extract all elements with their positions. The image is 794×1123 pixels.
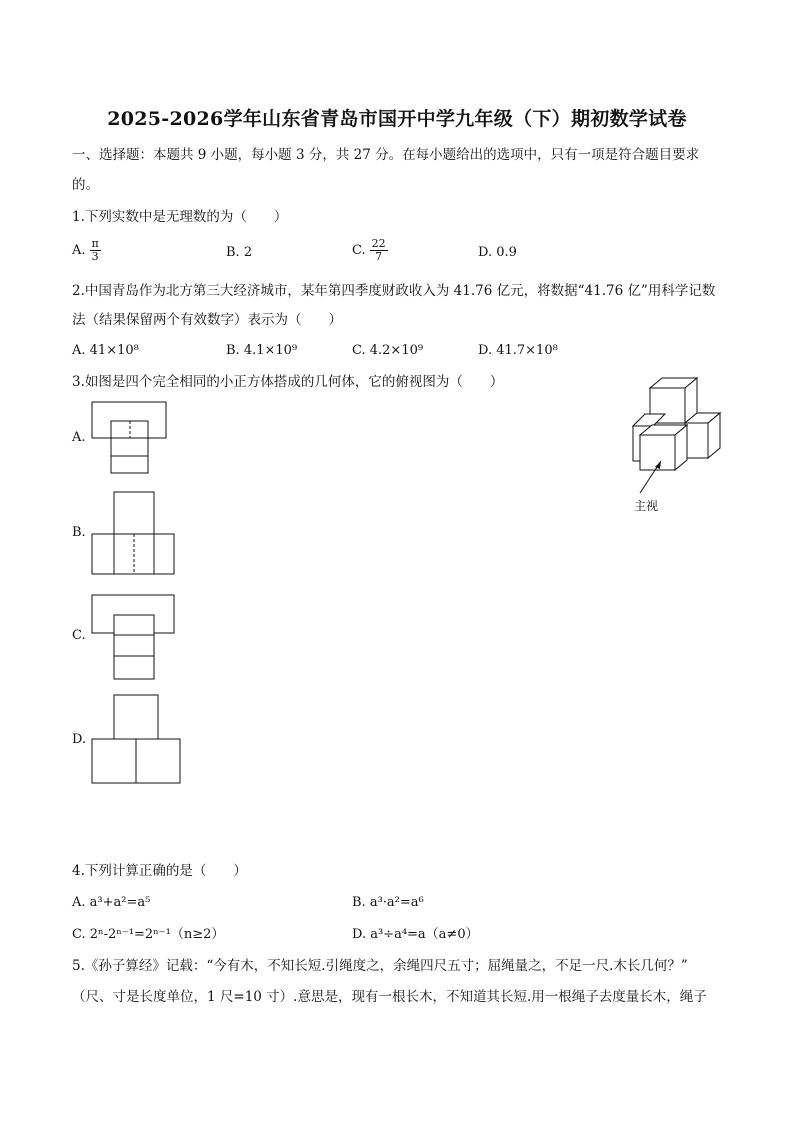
section-instructions-cont: 的。 [72, 177, 99, 193]
question-2-stem: 2.中国青岛作为北方第三大经济城市，某年第四季度财政收入为 41.76 亿元，将数据“41.76 亿”用科学记数 [72, 283, 716, 299]
q1-a-denominator: 3 [91, 250, 99, 263]
q1-option-a-label: A. [72, 243, 86, 258]
q1-c-denominator: 7 [375, 250, 383, 263]
q3-option-d-figure [90, 693, 184, 787]
q4-option-d: D. a³÷a⁴=a（a≠0） [352, 927, 479, 942]
q2-option-b: B. 4.1×10⁹ [226, 343, 298, 358]
question-4-stem: 4.下列计算正确的是（ ） [72, 863, 247, 879]
q1-option-c [352, 238, 388, 263]
q4-option-a: A. a³+a²=a⁵ [72, 895, 151, 910]
q1-option-a [72, 238, 101, 263]
q3-front-view-label: 主视 [634, 499, 659, 513]
q3-option-c-figure [90, 593, 178, 683]
q1-option-d: D. 0.9 [478, 245, 517, 260]
q2-option-c: C. 4.2×10⁹ [352, 343, 424, 358]
q2-option-a: A. 41×10⁸ [72, 343, 139, 358]
q3-option-c: C. [72, 628, 86, 643]
q4-option-b: B. a³·a²=a⁶ [352, 895, 424, 910]
question-5-stem: 5.《孙子算经》记载：“今有木，不知长短.引绳度之，余绳四尺五寸；屈绳量之，不足一尺.木长几何？” [72, 958, 688, 974]
q1-c-numerator: 22 [371, 237, 386, 250]
q3-option-b-figure [90, 490, 180, 578]
question-3-stem: 3.如图是四个完全相同的小正方体搭成的几何体，它的俯视图为（ ） [72, 374, 504, 390]
q1-option-c-fraction [370, 238, 388, 263]
question-5-stem-cont: （尺、寸是长度单位，1 尺=10 寸）.意思是，现有一根长木，不知道其长短.用一根绳子去度量长木，绳子 [72, 989, 707, 1005]
q1-a-numerator: π [91, 237, 99, 250]
question-1-stem: 1.下列实数中是无理数的为（ ） [72, 209, 288, 225]
q3-option-b: B. [72, 525, 86, 540]
question-2-stem-cont: 法（结果保留两个有效数字）表示为（ ） [72, 312, 342, 328]
q1-option-a-fraction [90, 238, 101, 263]
section-instructions: 一、选择题：本题共 9 小题，每小题 3 分，共 27 分。在每小题给出的选项中，只有一项是符合题目要求 [72, 147, 700, 163]
q1-option-b: B. 2 [226, 245, 253, 260]
q4-option-c: C. 2ⁿ-2ⁿ⁻¹=2ⁿ⁻¹（n≥2） [72, 927, 225, 942]
q3-option-d: D. [72, 732, 87, 747]
q3-option-a: A. [72, 430, 86, 445]
page-title: 2025-2026学年山东省青岛市国开中学九年级（下）期初数学试卷 [107, 108, 687, 130]
q3-option-a-figure [90, 400, 170, 476]
q1-option-c-label: C. [352, 243, 366, 258]
q2-option-d: D. 41.7×10⁸ [478, 343, 558, 358]
